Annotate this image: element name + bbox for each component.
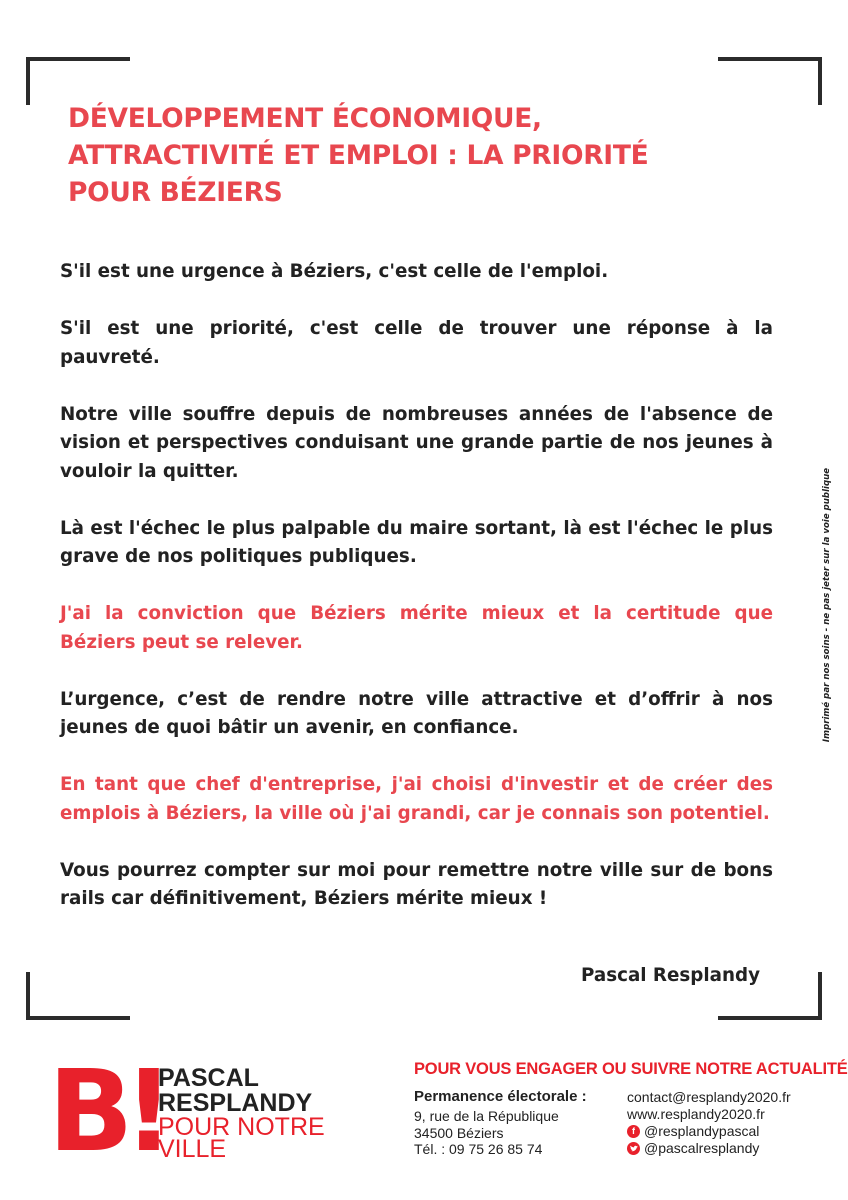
page-title [68, 100, 718, 211]
logo-name-line: PASCAL [158, 1064, 259, 1092]
title-line: POUR BÉZIERS [68, 177, 283, 208]
website-link[interactable]: www.resplandy2020.fr [627, 1106, 765, 1122]
paragraph-2: S'il est une priorité, c'est celle de trouver une réponse à la pauvreté. [60, 318, 773, 368]
call-to-action: POUR VOUS ENGAGER OU SUIVRE NOTRE ACTUALITÉ [414, 1060, 848, 1078]
facebook-handle[interactable]: @resplandypascal [644, 1123, 760, 1139]
twitter-handle[interactable]: @pascalresplandy [644, 1140, 760, 1156]
frame-corner-top-left [26, 57, 130, 105]
signature: Pascal Resplandy [581, 965, 760, 986]
paragraph-6: L’urgence, c’est de rendre notre ville attractive et d’offrir à nos jeunes de quoi bâtir un avenir, en confiance. [60, 688, 773, 738]
paragraph-5-highlight: J'ai la conviction que Béziers mérite mieux et la certitude que Béziers peut se relever. [60, 603, 773, 653]
facebook-icon: f [627, 1125, 640, 1138]
address-line: 34500 Béziers [414, 1124, 504, 1141]
permanence-label: Permanence électorale : [414, 1088, 587, 1105]
logo-tagline-line: POUR NOTRE [158, 1113, 325, 1141]
logo-tagline-line: VILLE [158, 1135, 227, 1163]
address-line: 9, rue de la République [414, 1108, 559, 1124]
email-link[interactable]: contact@resplandy2020.fr [627, 1089, 791, 1105]
print-notice: Imprimé par nos soins - ne pas jeter sur la voie publique [822, 467, 832, 743]
logo-mark: B! [48, 1047, 165, 1177]
logo-name-line: RESPLANDY [158, 1089, 313, 1117]
twitter-icon [627, 1142, 640, 1155]
title-line: ATTRACTIVITÉ ET EMPLOI : LA PRIORITÉ [68, 140, 649, 171]
paragraph-4: Là est l'échec le plus palpable du maire sortant, là est l'échec le plus grave de nos politiques publiques. [60, 517, 773, 567]
paragraph-8: Vous pourrez compter sur moi pour remettre notre ville sur de bons rails car définitivement, Béziers mérite mieux ! [60, 859, 773, 909]
contact-list [627, 1089, 791, 1157]
phone-line: Tél. : 09 75 26 85 74 [414, 1141, 543, 1157]
paragraph-3: Notre ville souffre depuis de nombreuses années de l'absence de vision et perspectives conduisant une grande partie de nos jeunes à vouloir la quitter. [60, 403, 773, 482]
frame-corner-bottom-left [26, 972, 130, 1020]
logo-tagline [158, 1113, 325, 1163]
frame-corner-top-right [718, 57, 822, 105]
paragraph-7-highlight: En tant que chef d'entreprise, j'ai choisi d'investir et de créer des emplois à Béziers, la ville où j'ai grandi, car je connais son potentiel. [60, 774, 773, 824]
logo-name [158, 1066, 312, 1116]
paragraph-1: S'il est une urgence à Béziers, c'est celle de l'emploi. [60, 261, 609, 282]
letter-body [60, 258, 773, 942]
address [414, 1108, 559, 1158]
title-line: DÉVELOPPEMENT ÉCONOMIQUE, [68, 103, 542, 134]
